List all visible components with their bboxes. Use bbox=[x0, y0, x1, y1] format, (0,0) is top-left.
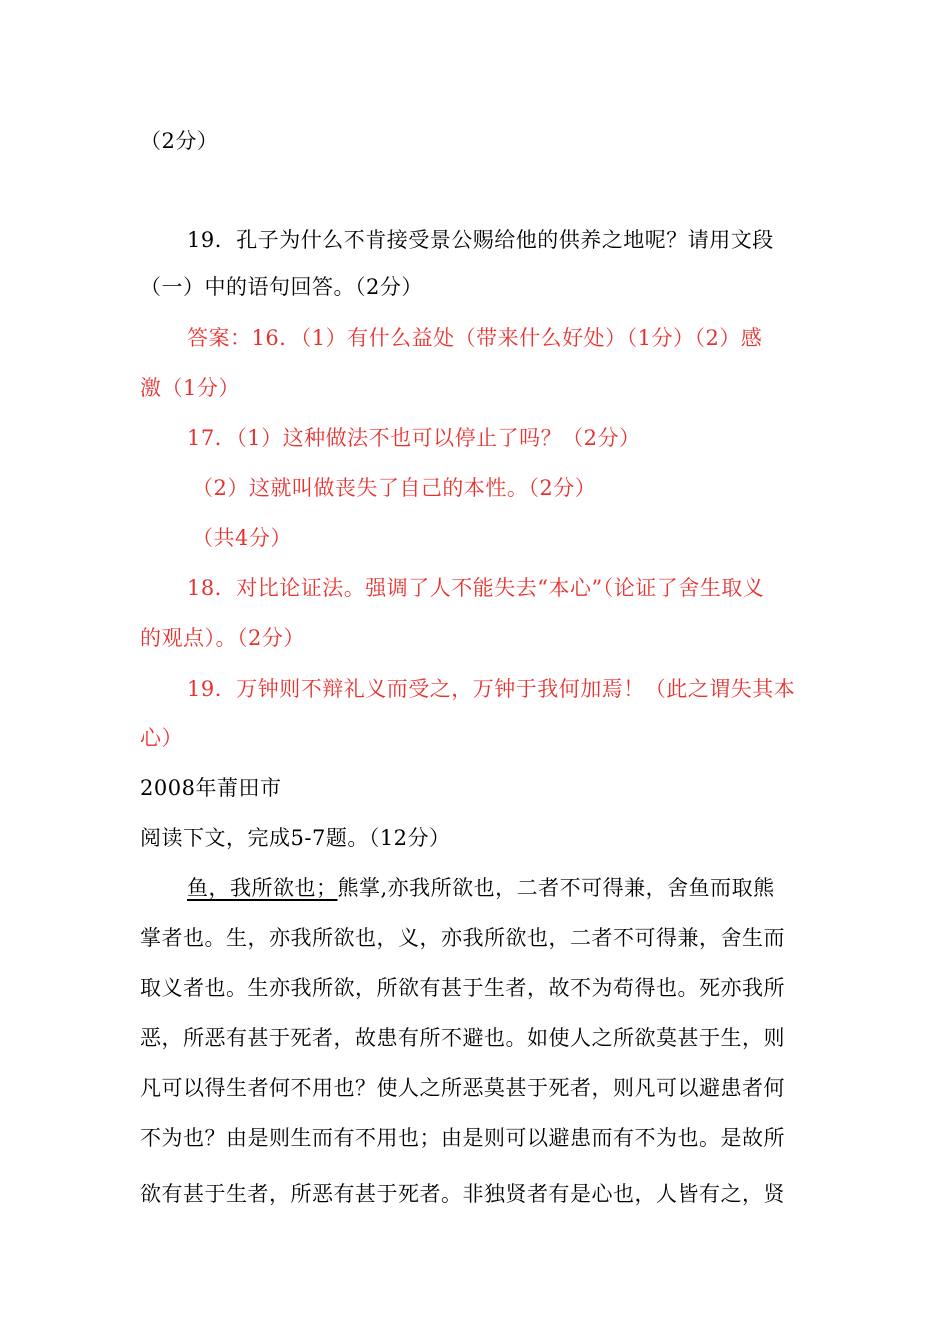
answer-17-2: （2）这就叫做丧失了自己的本性。（2分） bbox=[192, 476, 597, 500]
passage-line-2: 掌者也。生，亦我所欲也，义，亦我所欲也，二者不可得兼，舍生而 bbox=[140, 926, 785, 950]
answer-16: 答案：16．（1）有什么益处（带来什么好处）（1分）（2）感 bbox=[187, 326, 763, 350]
passage-line-3: 取义者也。生亦我所欲，所欲有甚于生者，故不为苟得也。死亦我所 bbox=[140, 976, 785, 1000]
answer-19: 19．万钟则不辩礼义而受之，万钟于我何加焉！（此之谓失其本 bbox=[187, 677, 796, 701]
score-note: （2分） bbox=[140, 129, 219, 153]
passage-line-4: 恶，所恶有甚于死者，故患有所不避也。如使人之所欲莫甚于生，则 bbox=[140, 1026, 785, 1050]
answer-19-cont: 心） bbox=[140, 726, 183, 750]
passage-line-6: 不为也？由是则生而有不用也；由是则可以避患而有不为也。是故所 bbox=[140, 1126, 785, 1150]
passage-line-1 bbox=[187, 874, 775, 902]
question-19: 19．孔子为什么不肯接受景公赐给他的供养之地呢？请用文段 bbox=[187, 228, 774, 252]
answer-18: 18．对比论证法。强调了人不能失去“本心”（论证了舍生取义 bbox=[187, 576, 765, 600]
answer-16-cont: 激（1分） bbox=[140, 376, 240, 400]
answer-17-1: 17．（1）这种做法不也可以停止了吗？（2分） bbox=[187, 426, 641, 450]
passage-line-1-rest: 熊掌,亦我所欲也，二者不可得兼，舍鱼而取熊 bbox=[337, 876, 775, 900]
passage-line-5: 凡可以得生者何不用也？使人之所恶莫甚于死者，则凡可以避患者何 bbox=[140, 1076, 785, 1100]
underlined-phrase: 鱼，我所欲也； bbox=[187, 876, 338, 900]
passage-line-7: 欲有甚于生者，所恶有甚于死者。非独贤者有是心也，人皆有之，贤 bbox=[140, 1182, 785, 1206]
answer-18-cont: 的观点）。（2分） bbox=[140, 626, 305, 650]
reading-instruction: 阅读下文，完成5-7题。（12分） bbox=[140, 826, 451, 850]
answer-17-total: （共4分） bbox=[192, 526, 292, 550]
question-19-cont: （一）中的语句回答。（2分） bbox=[140, 275, 423, 299]
section-heading: 2008年莆田市 bbox=[140, 776, 282, 800]
